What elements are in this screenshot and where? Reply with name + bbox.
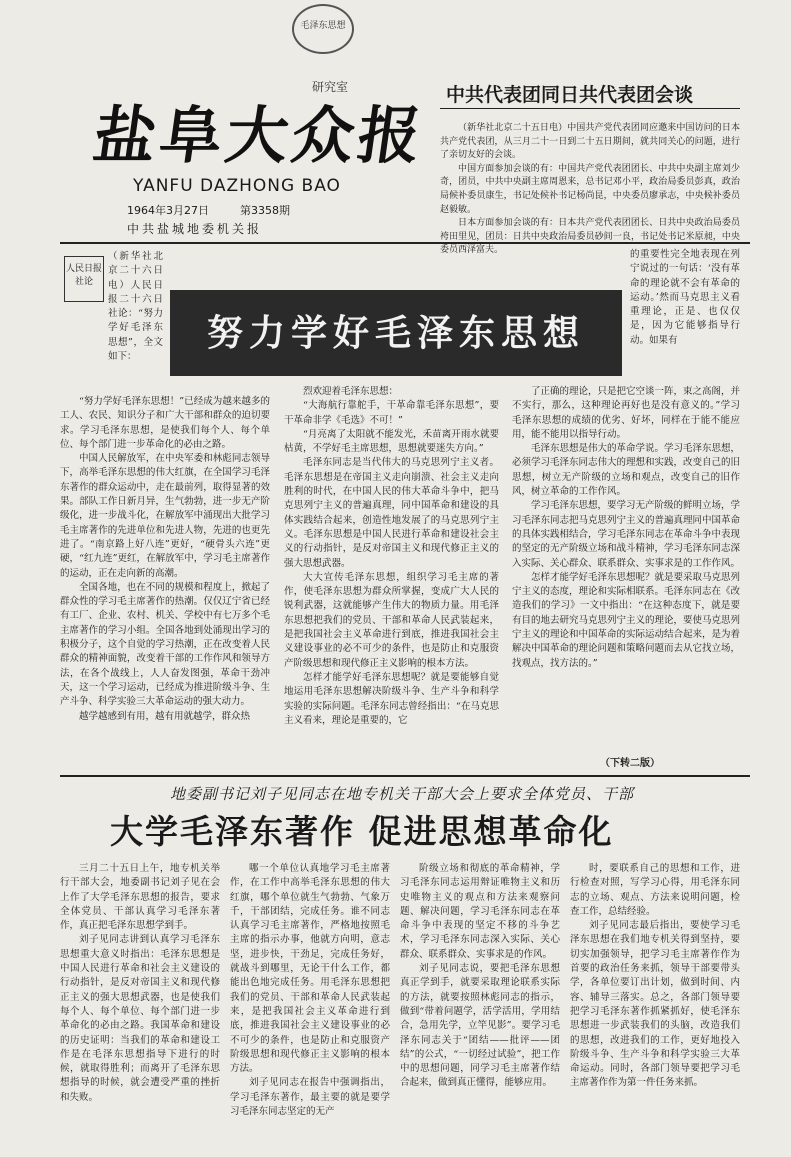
editorial-col1 xyxy=(60,395,270,775)
news2-col3 xyxy=(400,862,560,1147)
library-stamp: 毛泽东思想 xyxy=(292,4,354,54)
editorial-para: “月亮离了太阳就不能发光，禾苗离开雨水就要枯黄，不学好毛主席思想，思想就要迷失方向。” xyxy=(284,428,499,455)
section-divider xyxy=(60,775,750,777)
editorial-para: 越学越感到有用，越有用就越学，群众热 xyxy=(79,710,251,722)
organ-line: 中共盐城地委机关报 xyxy=(127,222,263,236)
news1-headline: 中共代表团同日共代表团会谈 xyxy=(446,84,694,106)
news1-rule xyxy=(440,108,740,109)
news1-para: 日本方面参加会谈的有：日本共产党代表团团长、日共中央政治局委员袴田里见，团员：日共中央政治局委员砂间一良，书记处书记米原昶，中央委员西泽富夫。 xyxy=(440,218,740,256)
news2-para: 阶级立场和彻底的革命精神，学习毛泽东同志运用辩证唯物主义和历史唯物主义的观点和方法来观察问题、解决问题，学习毛泽东同志在革命斗争中表现的坚定不移的斗争艺术，学习毛泽东同志深入实际、关心群众、联系群众、实事求是的作风。 xyxy=(400,863,560,960)
editorial-para: 学习毛泽东思想，要学习无产阶级的鲜明立场，学习毛泽东同志把马克思列宁主义的普遍真理同中国革命的具体实践相结合，学习毛泽东同志在革命斗争中表现的坚定的无产阶级立场和战斗精神，学习毛泽东同志深入实际、关心群众、联系群众、实事求是的工作作风。 xyxy=(512,500,740,569)
editorial-para: 大大宣传毛泽东思想，组织学习毛主席的著作，使毛泽东思想为群众所掌握，变成广大人民的锐利武器，这就能够产生伟大的物质力量。用毛泽东思想把我们的党员、干部和革命人民武装起来，是把我国社会主义革命进行到底，推进我国社会主义建设事业的必不可少的条件，也是防止和克服资产阶级思想和现代修正主义影响的根本方法。 xyxy=(284,571,499,669)
editorial-para: 了正确的理论，只是把它空谈一阵，束之高阁，并不实行，那么，这种理论再好也是没有意义的。”学习毛泽东思想的成绩的优劣、好坏，同样在于能不能应用，能不能用以指导行动。 xyxy=(512,386,740,440)
news2-para: 哪一个单位认真地学习毛主席著作，在工作中高举毛泽东思想的伟大红旗，哪个单位就生气勃勃、气象万千，干部团结，完成任务。谁不同志认真学习毛主席著作，严格地按照毛主席的指示办事，他就方向明，意志坚，进步快，干劲足，完成任务好，就战斗到哪里，无论干什么工作，都能出色地完成任务。用毛泽东思想把我们的党员、干部和革命人民武装起来，是把我国社会主义革命进行到底，推进我国社会主义建设事业的必不可少的条件，也是防止和克服资产阶级思想和现代修正主义影响的根本方法。 xyxy=(230,863,390,1075)
news2-col4 xyxy=(570,862,740,1147)
editorial-para: 烈欢迎着毛泽东思想： xyxy=(303,386,399,397)
editorial-para: 怎样才能学好毛泽东思想呢？就是要能够自觉地运用毛泽东思想解决阶级斗争、生产斗争和科学实验的实际问题。毛泽东同志曾经指出：“在马克思主义看来，理论是重要的，它 xyxy=(284,671,499,726)
news2-para: 刘子见同志讲到认真学习毛泽东思想重大意义时指出：毛泽东思想是中国人民进行革命和社会主义建设的行动指针，是反对帝国主义和现代修正主义的强大思想武器，也是使我们每个人、每个单位、每个部门进一步革命化的必由之路。我国革命和建设的历史证明：当我们的革命和建设工作是在毛泽东思想指导下进行的时候，就取得胜利；而离开了毛泽东思想指导的时候，就会遭受严重的挫折和失败。 xyxy=(60,934,220,1103)
issue-date: 1964年3月27日 xyxy=(127,204,209,217)
news2-para: 三月二十五日上午，地专机关举行干部大会，地委副书记刘子见在会上作了大学毛泽东思想的报告，要求全体党员、干部认真学习毛泽东著作，真正把毛泽东思想学到手。 xyxy=(60,863,220,932)
editorial-col2 xyxy=(284,385,499,775)
newspaper-masthead: 盐阜大众报 xyxy=(89,99,430,172)
editorial-col4 xyxy=(630,248,740,380)
news2-para: 时，要联系自己的思想和工作，进行检查对照，写学习心得，用毛泽东同志的立场、观点、方法来说明问题，检查工作，总结经验。 xyxy=(570,863,740,917)
news2-col2 xyxy=(230,862,390,1147)
editorial-para: 毛泽东思想是伟大的革命学说。学习毛泽东思想，必须学习毛泽东同志伟大的理想和实践，改变自己的旧思想，树立无产阶级的立场和观点，改变自己的旧作风，树立革命的工作作风。 xyxy=(512,443,740,498)
editorial-para: 的重要性完全地表现在列宁说过的一句话：‘没有革命的理论就不会有革命的运动。’然而马克思主义看重理论，正是、也仅仅是，因为它能够指导行动。如果有 xyxy=(630,249,740,346)
news1-body xyxy=(440,122,740,258)
editorial-intro xyxy=(108,250,163,364)
news1-para: 中国方面参加会谈的有：中国共产党代表团团长、中共中央副主席刘少奇，团员，中共中央副主席周恩来，总书记邓小平，政治局委员彭真，政治局候补委员康生，书记处候补书记杨尚昆，中央委员廖承志，中央候补委员赵毅敏。 xyxy=(440,163,740,215)
editorial-para: 中国人民解放军，在中央军委和林彪同志领导下，高举毛泽东思想的伟大红旗，在全国学习毛泽东著作的群众运动中，走在最前列，取得显著的效果。部队工作日新月异，生气勃勃，进一步无产阶级化，进一步战斗化，在解放军中涌现出大批学习毛主席著作的先进单位和先进人物，先进的也更先进了。“南京路上好八连”更好，“硬骨头六连”更硬，“红九连”更红，在解放军中，学习毛主席著作的运动，正在走向新的高潮。 xyxy=(60,453,270,579)
editorial-para: 全国各地，也在不同的规模和程度上，掀起了群众性的学习毛主席著作的热潮。仅仅辽宁省已经有工厂、企业、农村、机关、学校中有七万多个毛主席著作的学习小组。全国各地到处涌现出学习的积极分子，这个自觉的学习热潮，正在改变着人民群众的精神面貌，改变着干部的工作作风和领导方法，在各个战线上，人人奋发图强，革命干劲冲天，这一个学习运动，已经成为推进阶级斗争、生产斗争、科学实验三大革命运动的强大动力。 xyxy=(60,581,270,708)
news2-para: 刘子见同志在报告中强调指出，学习毛泽东著作，最主要的就是要学习毛泽东同志坚定的无产 xyxy=(230,1077,390,1118)
editorial-para: 怎样才能学好毛泽东思想呢？就是要采取马克思列宁主义的态度，理论和实际相联系。毛泽东同志在《改造我们的学习》一文中指出：“在这种态度下，就是要有目的地去研究马克思列宁主义的理论，要使马克思列宁主义的理论和中国革命的实际运动结合起来，是为着解决中国革命的理论问题和策略问题而去从它找立场，找观点，找方法的。” xyxy=(512,571,740,669)
editorial-col3 xyxy=(512,385,740,755)
masthead-divider xyxy=(60,242,750,244)
news2-col1 xyxy=(60,862,220,1147)
news2-subheading: 地委副书记刘子见同志在地专机关干部大会上要求全体党员、干部 xyxy=(170,785,635,803)
stamp-subtext: 研究室 xyxy=(312,80,349,94)
news2-headline: 大学毛泽东著作 促进思想革命化 xyxy=(110,812,614,851)
editorial-intro-text: （新华社北京二十六日电）人民日报二十六日社论：“努力学好毛泽东思想”，全文如下： xyxy=(108,251,163,363)
news1-para: （新华社北京二十五日电）中国共产党代表团同应邀来中国访问的日本共产党代表团，从三月二十一日到二十五日期间，就共同关心的问题，进行了亲切友好的会谈。 xyxy=(440,123,740,161)
editorial-banner: 努力学好毛泽东思想 xyxy=(170,290,622,376)
editorial-stamp: 人民日报社论 xyxy=(64,256,104,302)
editorial-para: 毛泽东同志是当代伟大的马克思列宁主义者。毛泽东思想是在帝国主义走向崩溃、社会主义走向胜利的时代，在中国人民的伟大革命斗争中，把马克思列宁主义的普遍真理，同中国革命和建设的具体实践结合起来，创造性地发展了的马克思列宁主义。毛泽东思想是中国人民进行革命和建设社会主义的行动指针，是反对帝国主义和现代修正主义的强大思想武器。 xyxy=(284,457,499,569)
continued-note: （下转二版） xyxy=(600,758,660,769)
editorial-para: “努力学好毛泽东思想！”已经成为越来越多的工人、农民、知识分子和广大干部和群众的迫切要求。学习毛泽东思想，是使我们每个人、每个单位、每个部门进一步革命化的必由之路。 xyxy=(60,396,270,450)
editorial-para: “大海航行靠舵手，干革命靠毛泽东思想”，要干革命非学《毛选》不可！” xyxy=(284,400,499,426)
news2-para: 刘子见同志最后指出，要使学习毛泽东思想在我们地专机关得到坚持，要切实加强领导，把学习毛主席著作作为首要的政治任务来抓，领导干部要带头学，各单位要订出计划，做到时间、内容、辅导三落实。总之，各部门领导要把学习毛泽东著作抓紧抓好，使毛泽东思想进一步武装我们的头脑，改造我们的思想，改进我们的工作，更好地投入阶级斗争、生产斗争和科学实验三大革命运动。同时，各部门领导要把学习毛主席著作作为第一件任务来抓。 xyxy=(570,920,740,1089)
news2-para: 刘子见同志说，要把毛泽东思想真正学到手，就要采取理论联系实际的方法，就要按照林彪同志的指示，做到“带着问题学，活学活用，学用结合，急用先学，立竿见影”。要学习毛泽东同志关于“团结——批评——团结”的公式，“一切经过试验”，把工作中的思想问题，同学习毛主席著作结合起来，做到真正懂得，能够应用。 xyxy=(400,963,560,1089)
masthead-pinyin: YANFU DAZHONG BAO xyxy=(133,176,341,196)
issue-number: 第3358期 xyxy=(240,204,290,217)
